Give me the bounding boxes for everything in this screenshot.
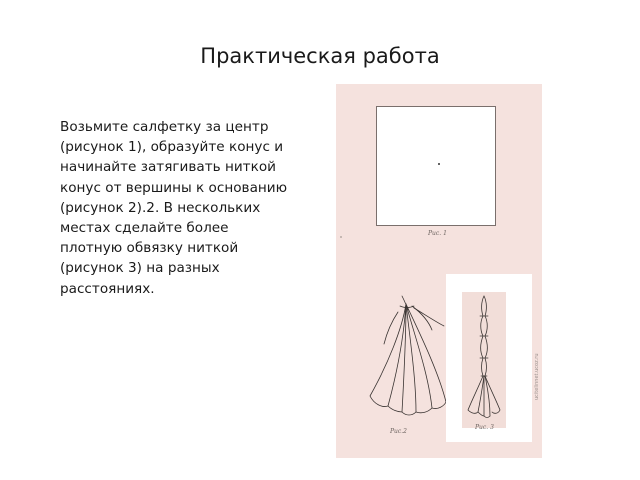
instruction-text: Возьмите салфетку за центр (рисунок 1), образуйте конус и начинайте затягивать ниткой конус от вершины к основанию (рисунок 2).2. В нескольких местах сделайте более плотную обвязку ниткой (рисунок 3) на разных расстояниях. — [60, 119, 288, 297]
figure-panel — [336, 84, 542, 458]
figure-2-caption: Рис.2 — [390, 428, 407, 435]
napkin-square-figure — [376, 106, 496, 226]
figure-1-caption: Рис. 1 — [428, 230, 447, 237]
slide-title: Практическая работа — [200, 44, 440, 68]
tied-napkin-figure — [462, 292, 506, 428]
napkin-center-dot — [438, 163, 440, 165]
figure-3-frame — [446, 274, 532, 442]
figure-3-caption: Рис. 3 — [475, 424, 494, 431]
edge-mark — [340, 236, 342, 238]
side-watermark: ucitelinnet.ucoz.ru — [534, 353, 540, 400]
